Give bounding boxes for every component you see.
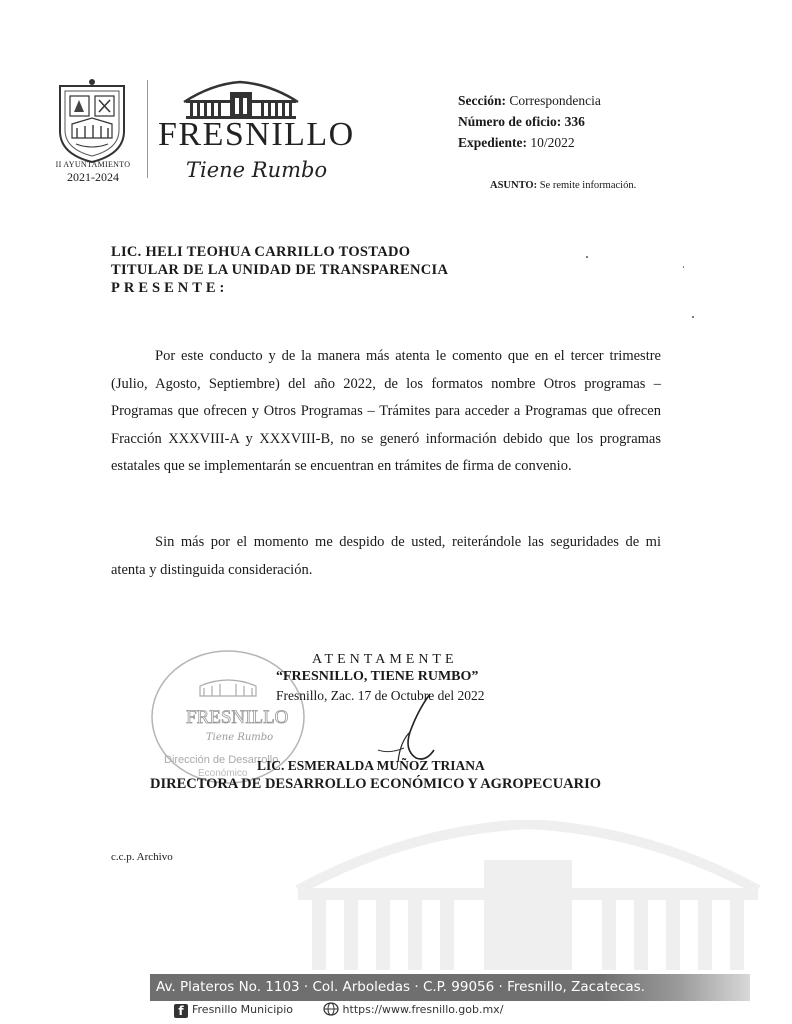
header-divider [147,80,148,178]
expediente-label: Expediente: [458,135,527,150]
building-logo-icon [182,80,300,120]
scan-speck [692,316,694,318]
expediente-value: 10/2022 [530,135,575,150]
ccp-archivo: c.c.p. Archivo [111,851,173,863]
closing-atentamente: ATENTAMENTE [312,652,458,667]
closing-slogan: “FRESNILLO, TIENE RUMBO” [276,669,479,684]
seccion-line [458,93,601,109]
facebook-icon: f [174,1004,188,1018]
asunto-line [490,180,636,191]
stamp-department: Dirección de Desarrollo [164,754,279,766]
ayuntamiento-years: 2021-2024 [67,170,119,184]
globe-icon [323,1002,339,1016]
ayuntamiento-label: II AYUNTAMIENTO [55,160,131,169]
place-date: Fresnillo, Zac. 17 de Octubre del 2022 [276,688,485,703]
addressee-name: LIC. HELI TEOHUA CARRILLO TOSTADO [111,244,411,260]
seccion-value: Correspondencia [509,93,601,108]
stamp-department-2: Económico [198,768,248,779]
addressee-title: TITULAR DE LA UNIDAD DE TRANSPARENCIA [111,262,449,278]
brand-name: FRESNILLO [158,116,355,153]
oficio-label: Número de oficio: [458,114,562,129]
footer-address: Av. Plateros No. 1103 · Col. Arboledas · C.P. 99056 · Fresnillo, Zacatecas. [156,979,645,995]
facebook-link[interactable]: Fresnillo Municipio [192,1003,294,1016]
body-paragraph-1: Por este conducto y de la manera más atenta le comento que en el tercer trimestre (Julio, Agosto, Septiembre) del año 2022, de los formatos nombre Otros programas – Programas que ofrecen y Otros Programas – Trámites para acceder a Programas que ofrecen Fracción XXXVIII-A y XXXVIII-B, no se generó información debido que los programas estatales que se implementarán se encuentran en trámites de firma de convenio. [111,348,661,474]
asunto-value: Se remite información. [539,180,637,191]
stamp-brand: FRESNILLO [186,707,289,728]
stamp-tagline: Tiene Rumbo [206,732,274,743]
signer-name: LIC. ESMERALDA MUÑOZ TRIANA [257,758,485,773]
addressee-presente: PRESENTE: [111,280,229,296]
scan-speck [586,256,588,258]
website-link[interactable]: https://www.fresnillo.gob.mx/ [342,1003,504,1016]
building-watermark [288,820,768,970]
expediente-line [458,135,575,151]
municipal-seal-logo [52,76,132,164]
brand-tagline: Tiene Rumbo [186,158,328,182]
body-paragraph-2: Sin más por el momento me despido de usted, reiterándole las seguridades de mi atenta y distinguida consideración. [111,534,661,578]
signer-position: DIRECTORA DE DESARROLLO ECONÓMICO Y AGROPECUARIO [150,776,602,792]
footer-links [174,1002,503,1018]
oficio-line [458,114,585,130]
asunto-label: ASUNTO: [490,180,538,191]
scan-speck [683,266,684,268]
seccion-label: Sección: [458,93,506,108]
oficio-value: 336 [564,114,585,129]
